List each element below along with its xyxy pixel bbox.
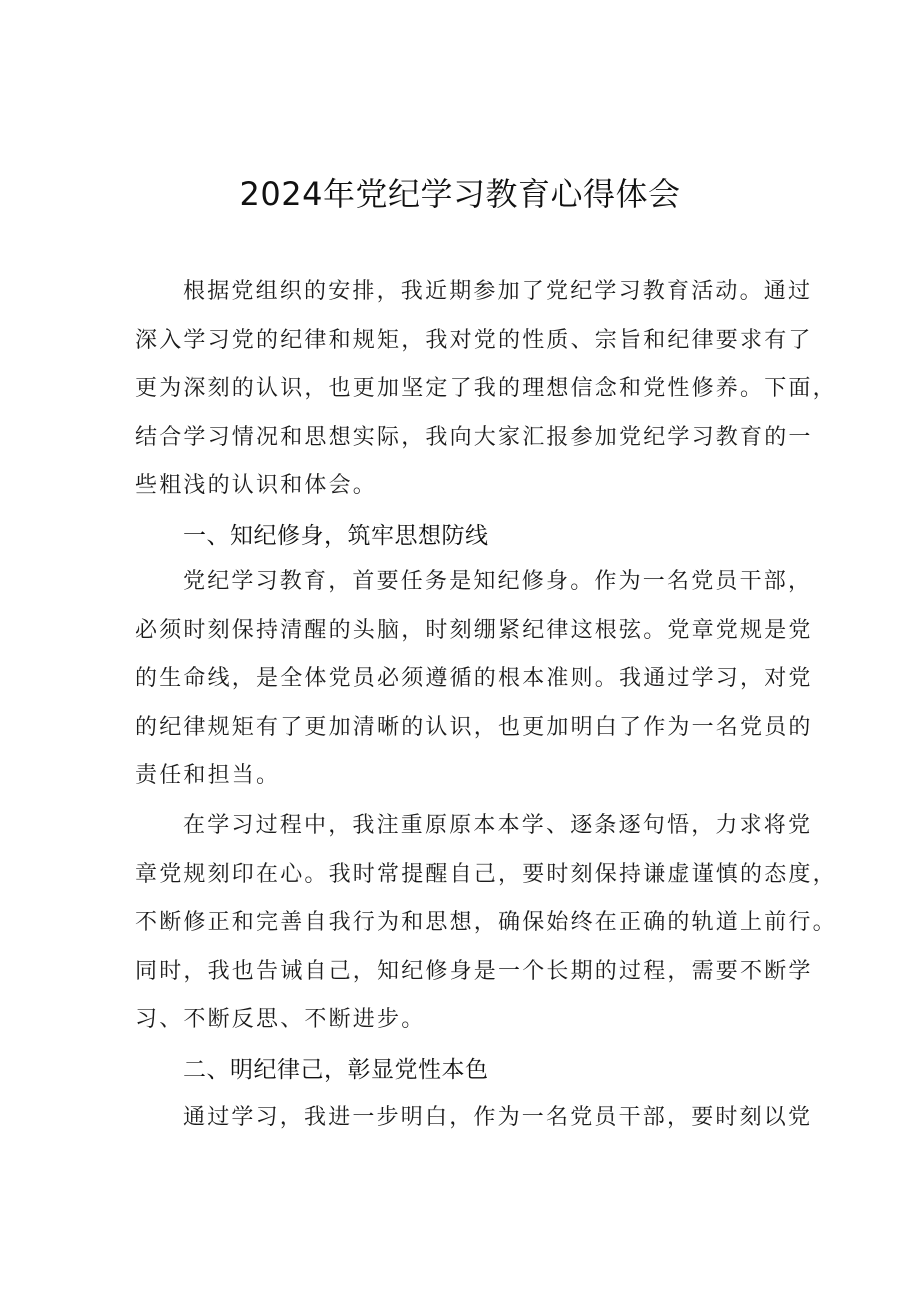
- paragraph-section-1-b: [135, 802, 837, 1045]
- paragraph-section-1-a: [135, 558, 813, 801]
- paragraph-line: 必须时刻保持清醒的头脑，时刻绷紧纪律这根弦。党章党规是党: [135, 617, 813, 643]
- paragraph-line: 的生命线，是全体党员必须遵循的根本准则。我通过学习，对党: [135, 666, 813, 691]
- section-heading-1: 一、知纪修身，筑牢思想防线: [183, 523, 489, 549]
- paragraph-line: 责任和担当。: [135, 763, 281, 788]
- section-heading-2: 二、明纪律己，彰显党性本色: [183, 1057, 489, 1083]
- paragraph-intro: [135, 268, 837, 511]
- paragraph-line: 的纪律规矩有了更加清晰的认识，也更加明白了作为一名党员的: [135, 714, 813, 740]
- paragraph-line: 章党规刻印在心。我时常提醒自己，要时刻保持谦虚谨慎的态度，: [135, 861, 837, 887]
- paragraph-line: 通过学习，我进一步明白，作为一名党员干部，要时刻以党: [183, 1105, 813, 1130]
- paragraph-line: 同时，我也告诫自己，知纪修身是一个长期的过程，需要不断学: [135, 958, 813, 984]
- document-title: 2024年党纪学习教育心得体会: [239, 175, 681, 213]
- paragraph-section-2-a: [135, 1094, 813, 1143]
- paragraph-line: 在学习过程中，我注重原原本本学、逐条逐句悟，力求将党: [183, 813, 813, 838]
- paragraph-line: 更为深刻的认识，也更加坚定了我的理想信念和党性修养。下面，: [135, 376, 837, 401]
- paragraph-line: 不断修正和完善自我行为和思想，确保始终在正确的轨道上前行。: [135, 910, 837, 935]
- paragraph-line: 习、不断反思、不断进步。: [135, 1007, 426, 1032]
- paragraph-line: 党纪学习教育，首要任务是知纪修身。作为一名党员干部，: [183, 569, 813, 594]
- paragraph-line: 深入学习党的纪律和规矩，我对党的性质、宗旨和纪律要求有了: [135, 327, 813, 353]
- paragraph-line: 根据党组织的安排，我近期参加了党纪学习教育活动。通过: [183, 279, 813, 304]
- paragraph-line: 结合学习情况和思想实际，我向大家汇报参加党纪学习教育的一: [135, 424, 813, 450]
- paragraph-line: 些粗浅的认识和体会。: [135, 473, 378, 498]
